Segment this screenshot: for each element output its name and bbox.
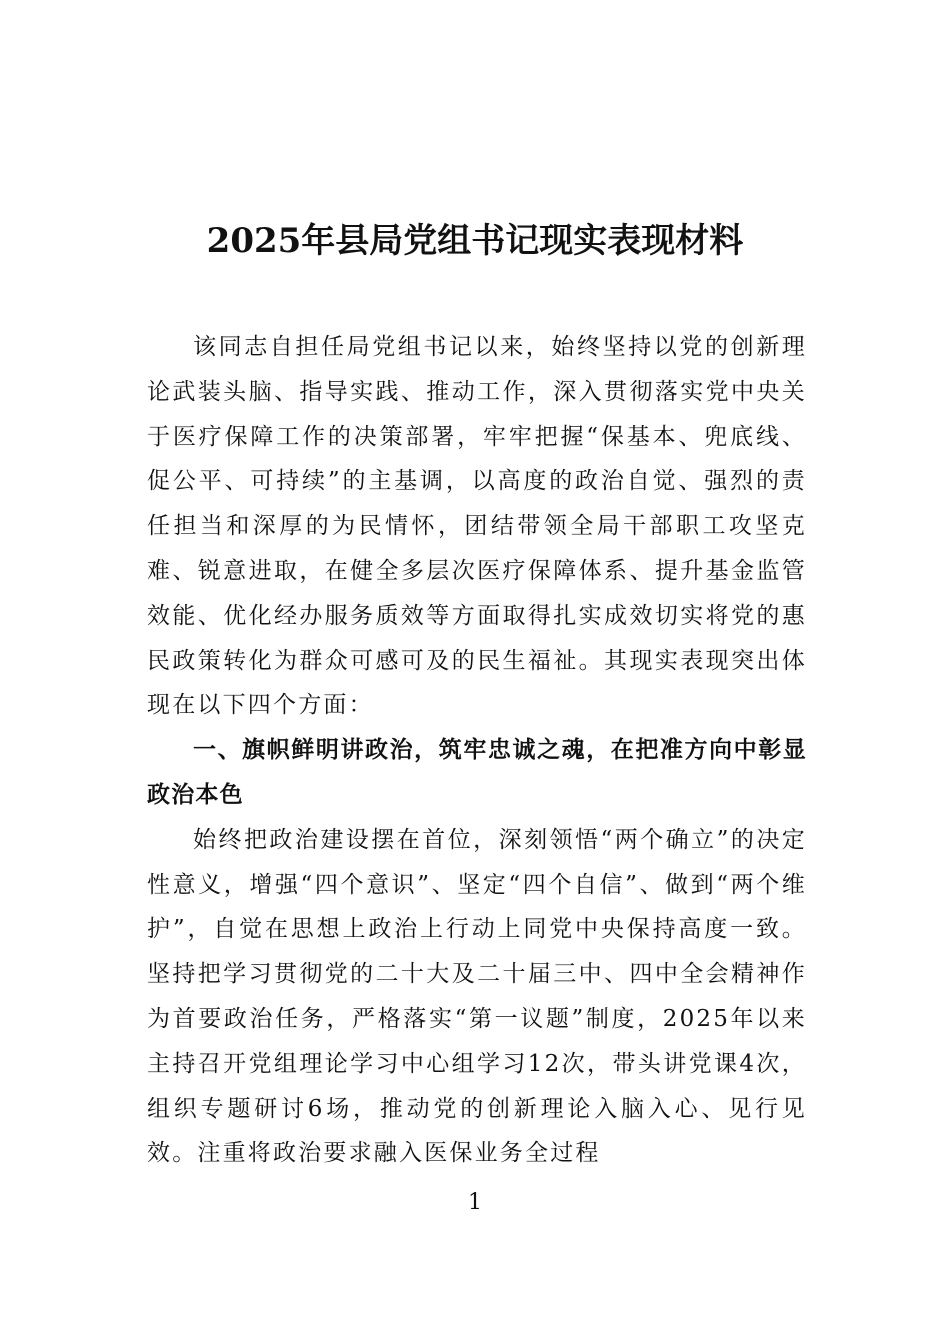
document-title: 2025年县局党组书记现实表现材料 (206, 220, 744, 261)
section-1-paragraph: 始终把政治建设摆在首位，深刻领悟“两个确立”的决定性意义，增强“四个意识”、坚定“四个自信”、做到“两个维护”，自觉在思想上政治上行动上同党中央保持高度一致。坚持把学习贯彻党的二十大及二十届三中、四中全会精神作为首要政治任务，严格落实“第一议题”制度，2025年以来主持召开党组理论学习中心组学习12次，带头讲党课4次，组织专题研讨6场，推动党的创新理论入脑入心、见行见效。注重将政治要求融入医保业务全过程 (147, 826, 807, 1167)
document-body (147, 325, 807, 1176)
section-1-heading: 一、旗帜鲜明讲政治，筑牢忠诚之魂，在把准方向中彰显政治本色 (147, 737, 807, 808)
page-number: 1 (468, 1190, 482, 1215)
intro-paragraph: 该同志自担任局党组书记以来，始终坚持以党的创新理论武装头脑、指导实践、推动工作，深入贯彻落实党中央关于医疗保障工作的决策部署，牢牢把握“保基本、兜底线、促公平、可持续”的主基调，以高度的政治自觉、强烈的责任担当和深厚的为民情怀，团结带领全局干部职工攻坚克难、锐意进取，在健全多层次医疗保障体系、提升基金监管效能、优化经办服务质效等方面取得扎实成效切实将党的惠民政策转化为群众可感可及的民生福祉。其现实表现突出体现在以下四个方面： (147, 334, 807, 719)
